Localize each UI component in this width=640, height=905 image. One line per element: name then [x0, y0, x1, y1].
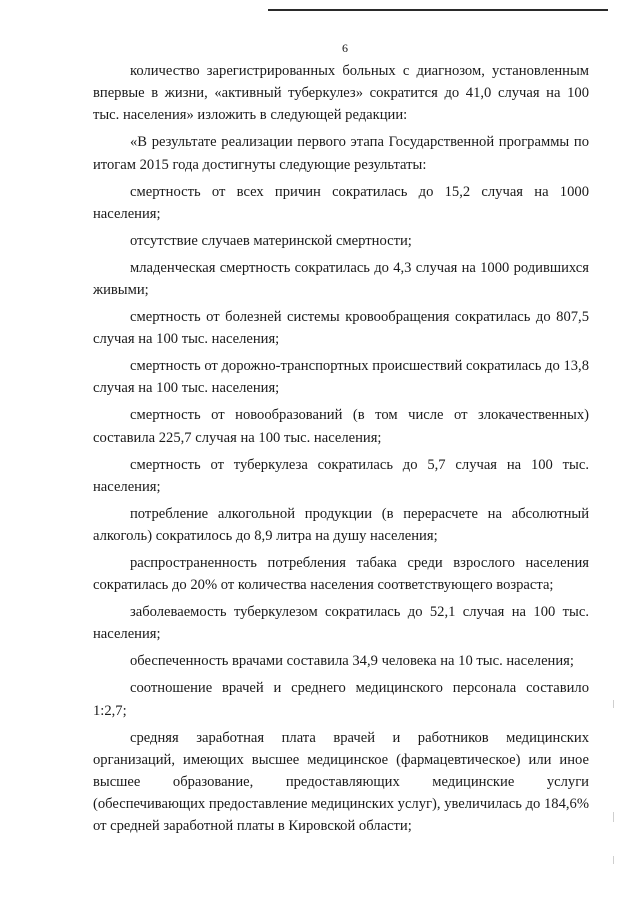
paragraph-neoplasm-mortality: смертность от новообразований (в том числе от злокачественных) составила 225,7 случая на 100 тыс. населения; — [93, 407, 589, 446]
paragraph-intro-continuation: количество зарегистрированных больных с диагнозом, установленным впервые в жизни, «активный туберкулез» сократится до 41,0 случая на 100 тыс. населения» изложить в следующей редакции: — [93, 63, 589, 124]
paragraph-tobacco-prevalence: распространенность потребления табака среди взрослого населения сократилась до 20% от количества населения соответствующего возраста; — [93, 555, 589, 594]
scan-border-line — [268, 9, 608, 11]
paragraph-staff-ratio: соотношение врачей и среднего медицинского персонала составило 1:2,7; — [93, 680, 589, 719]
scan-artifact-mark — [613, 856, 614, 864]
document-body — [93, 60, 589, 842]
paragraph-all-causes-mortality: смертность от всех причин сократилась до 15,2 случая на 1000 населения; — [93, 183, 589, 222]
paragraph-maternal-mortality: отсутствие случаев материнской смертности; — [130, 232, 412, 249]
paragraph-infant-mortality: младенческая смертность сократилась до 4,3 случая на 1000 родившихся живыми; — [93, 259, 589, 299]
scan-artifact-mark — [613, 812, 614, 822]
paragraph-traffic-mortality: смертность от дорожно-транспортных происшествий сократилась до 13,8 случая на 100 тыс. населения; — [93, 358, 589, 397]
paragraph-circulatory-mortality: смертность от болезней системы кровообращения сократилась до 807,5 случая на 100 тыс. населения; — [93, 309, 589, 348]
paragraph-tuberculosis-incidence: заболеваемость туберкулезом сократилась до 52,1 случая на 100 тыс. населения; — [93, 604, 589, 643]
paragraph-alcohol-consumption: потребление алкогольной продукции (в перерасчете на абсолютный алкоголь) сократилось до 8,9 литра на душу населения; — [93, 505, 589, 545]
paragraph-tuberculosis-mortality: смертность от туберкулеза сократилась до 5,7 случая на 100 тыс. населения; — [93, 456, 589, 495]
page-number: 6 — [342, 41, 348, 55]
paragraph-doctor-availability: обеспеченность врачами составила 34,9 человека на 10 тыс. населения; — [130, 653, 574, 670]
scan-artifact-mark — [613, 700, 614, 708]
paragraph-average-salary: средняя заработная плата врачей и работников медицинских организаций, имеющих высшее медицинское (фармацевтическое) или иное высшее образование, предоставляющих медицинские услуги (обеспечивающих предоставление медицинских услуг), увеличилась до 184,6% от средней заработной платы в Кировской области; — [93, 729, 589, 835]
paragraph-results-heading: «В результате реализации первого этапа Государственной программы по итогам 2015 года достигнуты следующие результаты: — [93, 134, 589, 173]
